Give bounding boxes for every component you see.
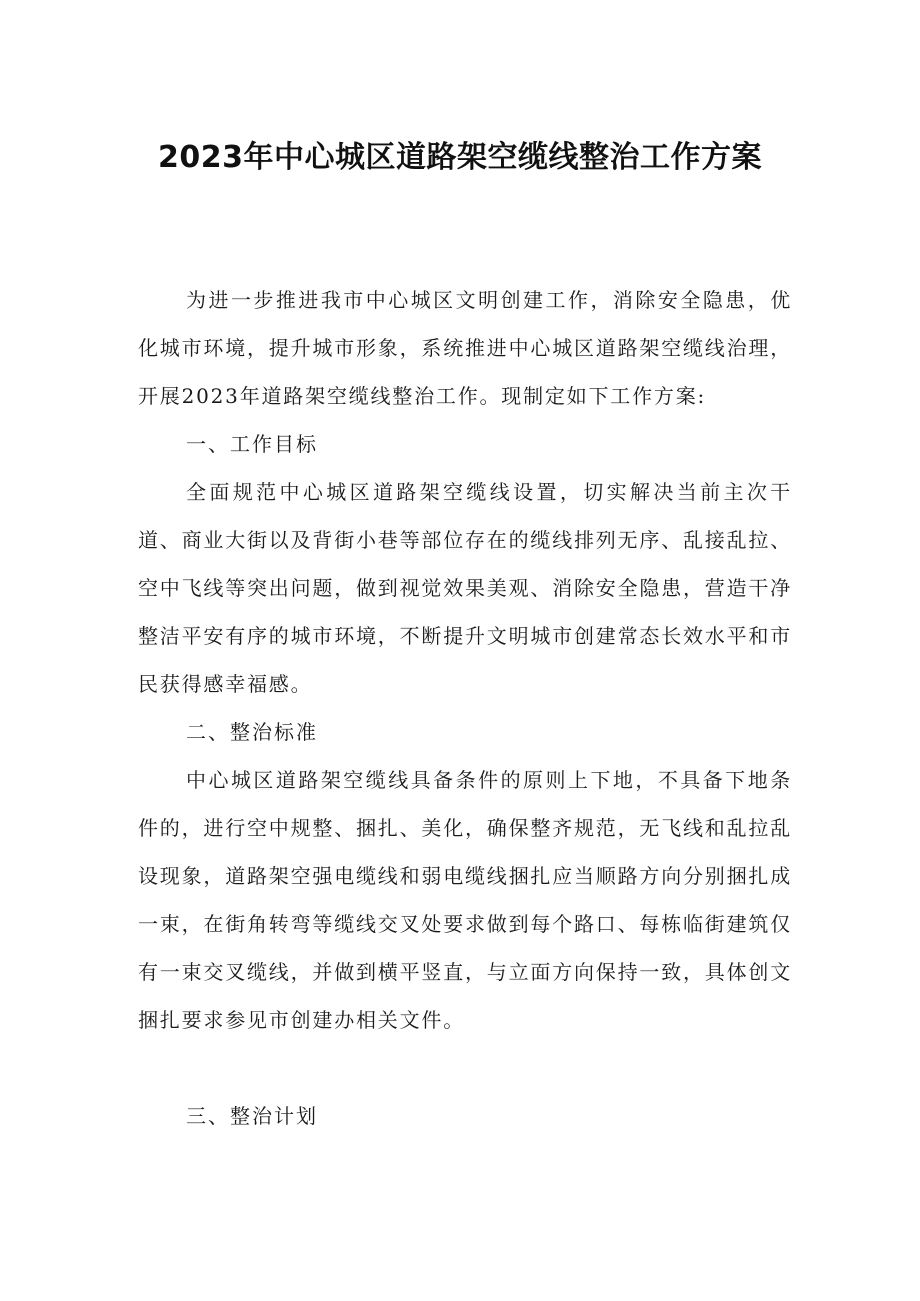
document-body: [138, 276, 792, 1140]
section-heading-plan: 三、整治计划: [186, 1104, 318, 1128]
document-title: 2023年中心城区道路架空缆线整治工作方案: [158, 140, 762, 175]
intro-paragraph: 为进一步推进我市中心城区文明创建工作，消除安全隐患，优化城市环境，提升城市形象，系统推进中心城区道路架空缆线治理，开展2023年道路架空缆线整治工作。现制定如下工作方案:: [138, 288, 792, 408]
section-heading-standards: 二、整治标准: [186, 720, 318, 744]
section-text-standards: 中心城区道路架空缆线具备条件的原则上下地，不具备下地条件的，进行空中规整、捆扎、美化，确保整齐规范，无飞线和乱拉乱设现象，道路架空强电缆线和弱电缆线捆扎应当顺路方向分别捆扎成一束，在街角转弯等缆线交叉处要求做到每个路口、每栋临街建筑仅有一束交叉缆线，并做到横平竖直，与立面方向保持一致，具体创文捆扎要求参见市创建办相关文件。: [138, 768, 792, 1032]
section-text-goals: 全面规范中心城区道路架空缆线设置，切实解决当前主次干道、商业大街以及背街小巷等部位存在的缆线排列无序、乱接乱拉、空中飞线等突出问题，做到视觉效果美观、消除安全隐患，营造干净整洁平安有序的城市环境，不断提升文明城市创建常态长效水平和市民获得感幸福感。: [138, 480, 792, 696]
section-heading-goals: 一、工作目标: [186, 432, 318, 456]
